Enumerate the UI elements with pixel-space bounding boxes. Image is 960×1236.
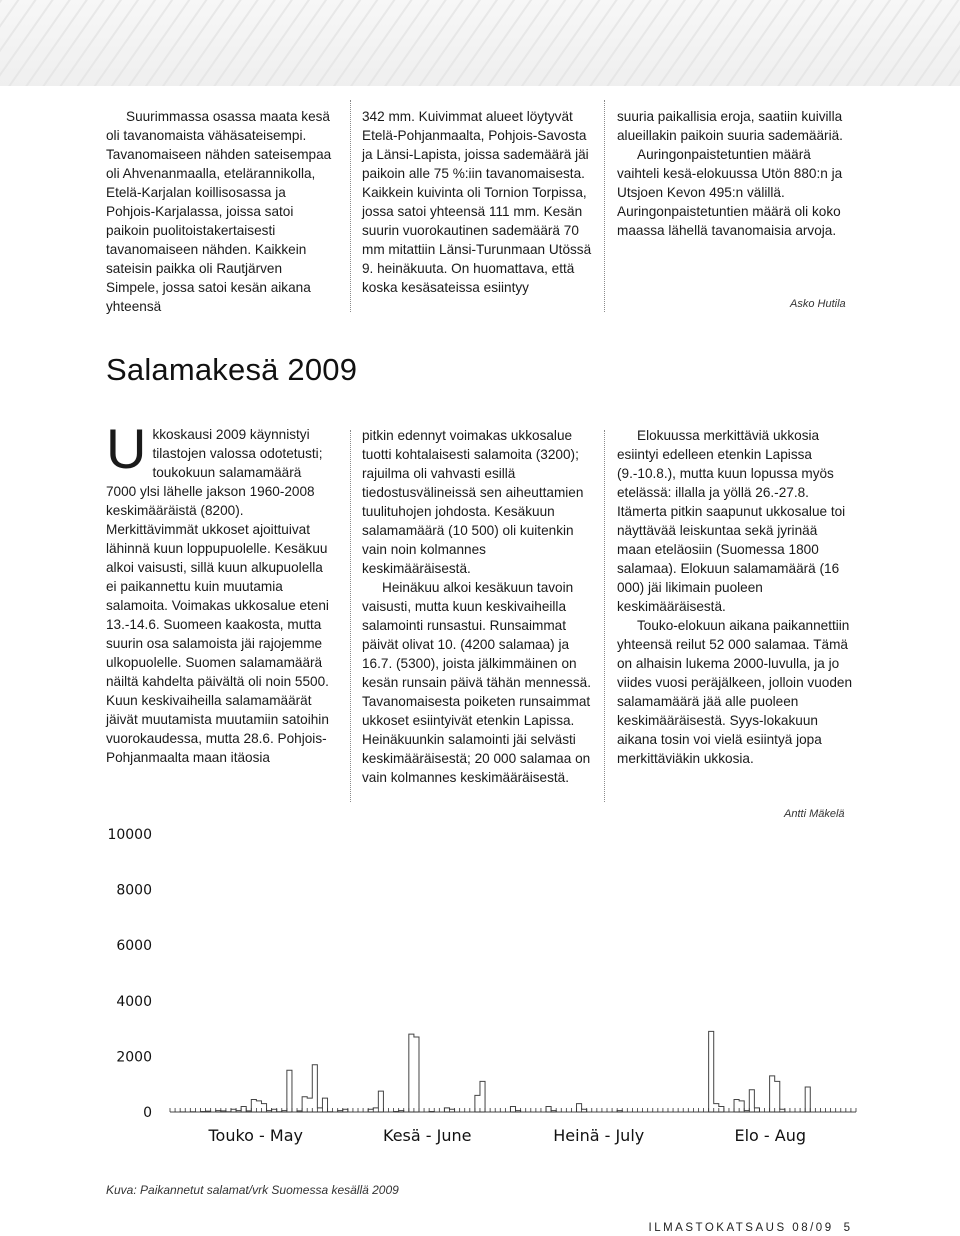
header-pattern xyxy=(0,0,960,86)
header-band xyxy=(0,0,960,86)
column-divider xyxy=(604,100,605,312)
y-tick-label: 10000 xyxy=(107,827,152,843)
author-signature: Asko Hutila xyxy=(790,298,846,310)
column-divider xyxy=(350,430,351,802)
page-number: 5 xyxy=(843,1222,850,1234)
article-title: Salamakesä 2009 xyxy=(106,352,358,387)
article2-col2: pitkin edennyt voimakas ukkosalue tuotti kohtalaisesti salamoita (3200); rajuilma oli vahvasti esillä tiedostusvälineissä sen aiheuttamien tuulituhojen johdosta. Kesäkuun salamamäärä (10 500) oli kuitenkin vain noin kolmannes keskimääräisestä. Heinäkuu alkoi kesäkuun tavoin vaisusti, mutta kuun keskivaiheilla salamointi runsastui. Runsaimmat päivät olivat 10. (4200 salamaa) ja 16.7. (5300), joista jälkimmäinen on kesän runsain päivä tähän mennessä. Tavanomaisesta poiketen runsaimmat ukkoset esiintyivät etenkin Lapissa. Heinäkuunkin salamointi jäi selvästi keskimääräisestä; 20 000 salamaa on vain kolmannes keskimääräisestä. xyxy=(362,428,591,785)
article2-col3: Elokuussa merkittäviä ukkosia esiintyi edelleen etenkin Lapissa (9.-10.8.), mutta kuun lopussa myös etelässä: illalla ja yöllä 26.-27.8. Itämerta pitkin saapunut ukkosalue toi näyttävää leiskuntaa sekä jyrinää maan eteläosiin (Suomessa 1800 salamaa). Elokuun salamamäärä (16 000) jäi likimain puoleen keskimääräisestä. Touko-elokuun aikana paikannettiin yhteensä reilut 52 000 salamaa. Tämä on alhaisin lukema 2000-luvulla, ja jo viides vuosi peräjälkeen, jolloin vuoden salamamäärä jää alle puoleen keskimääräisestä. Syys-lokakuun aikana tosin voi vielä esiintyä jopa merkittäviäkin ukkosia. xyxy=(617,428,853,766)
drop-cap: U xyxy=(106,417,147,480)
figure-caption: Kuva: Paikannetut salamat/vrk Suomessa kesällä 2009 xyxy=(106,1183,399,1197)
column-divider xyxy=(350,100,351,312)
article1-col1: Suurimmassa osassa maata kesä oli tavanomaista vähäsateisempi. Tavanomaiseen nähden sateisempaa oli Ahvenanmaalla, etelärannikolla, Etelä-Karjalan koillisosassa ja Pohjois-Karjalassa, joissa satoi paikoin puolitoistakertaisesti tavanomaiseen nähden. Kaikkein sateisin paikka oli Rautjärven Simpele, jossa satoi kesän aikana yhteensä xyxy=(106,109,332,314)
article1-col3: suuria paikallisia eroja, saatiin kuivilla alueillakin paikoin suuria sademääriä. Auringonpaistetuntien määrä vaihteli kesä-elokuussa Utön 880:n ja Utsjoen Kevon 495:n välillä. Auringonpaistetuntien määrä oli koko maassa lähellä tavanomaisia arvoja. xyxy=(617,109,843,238)
page-footer xyxy=(649,1222,850,1234)
column-divider xyxy=(604,430,605,802)
y-tick-label: 6000 xyxy=(116,938,152,955)
series-line xyxy=(170,1031,856,1112)
publication-name: ILMASTOKATSAUS 08/09 xyxy=(648,1222,834,1234)
y-tick-label: 0 xyxy=(143,1105,152,1121)
y-tick-label: 4000 xyxy=(116,993,152,1010)
month-label: Heinä - July xyxy=(553,1126,645,1145)
month-label: Elo - Aug xyxy=(734,1126,807,1145)
lightning-chart xyxy=(100,818,860,1158)
y-tick-label: 2000 xyxy=(116,1049,152,1066)
month-label: Kesä - June xyxy=(383,1126,472,1145)
author-signature: Antti Mäkelä xyxy=(784,808,845,820)
month-label: Touko - May xyxy=(208,1126,303,1145)
y-tick-label: 8000 xyxy=(116,882,152,899)
article2-col1: Ukkoskausi 2009 käynnistyi tilastojen valossa odotetusti; toukokuun salamamäärä 7000 ylsi lähelle jakson 1960-2008 keskimääräistä (8200). Merkittävimmät ukkoset ajoittuivat lähinnä kuun loppupuolelle. Kesäkuu alkoi vaisusti, sillä kuun alkupuolella ei paikannettu kuin muutamia salamoita. Voimakas ukkosalue eteni 13.-14.6. Suomeen kaakosta, mutta suurin osa salamoista jäi rajojemme ulkopuolelle. Suomen salamamäärä näiltä kahdelta päivältä oli noin 5500. Kuun keskivaiheilla salamamäärät jäivät muutamista muutamiin satoihin vuorokaudessa, mutta 28.6. Pohjois-Pohjanmaalta maan itäosia xyxy=(106,417,329,765)
article1-col2: 342 mm. Kuivimmat alueet löytyvät Etelä-Pohjanmaalta, Pohjois-Savosta ja Länsi-Lapista, joissa sademäärä jäi paikoin alle 75 %:iin tavanomaisesta. Kaikkein kuivinta oli Tornion Torpissa, jossa satoi yhteensä 111 mm. Kesän suurin vuorokautinen sademäärä 70 mm mitattiin Länsi-Turunmaan Utössä 9. heinäkuuta. On huomattava, että koska kesäsateissa esiintyy xyxy=(362,109,592,295)
